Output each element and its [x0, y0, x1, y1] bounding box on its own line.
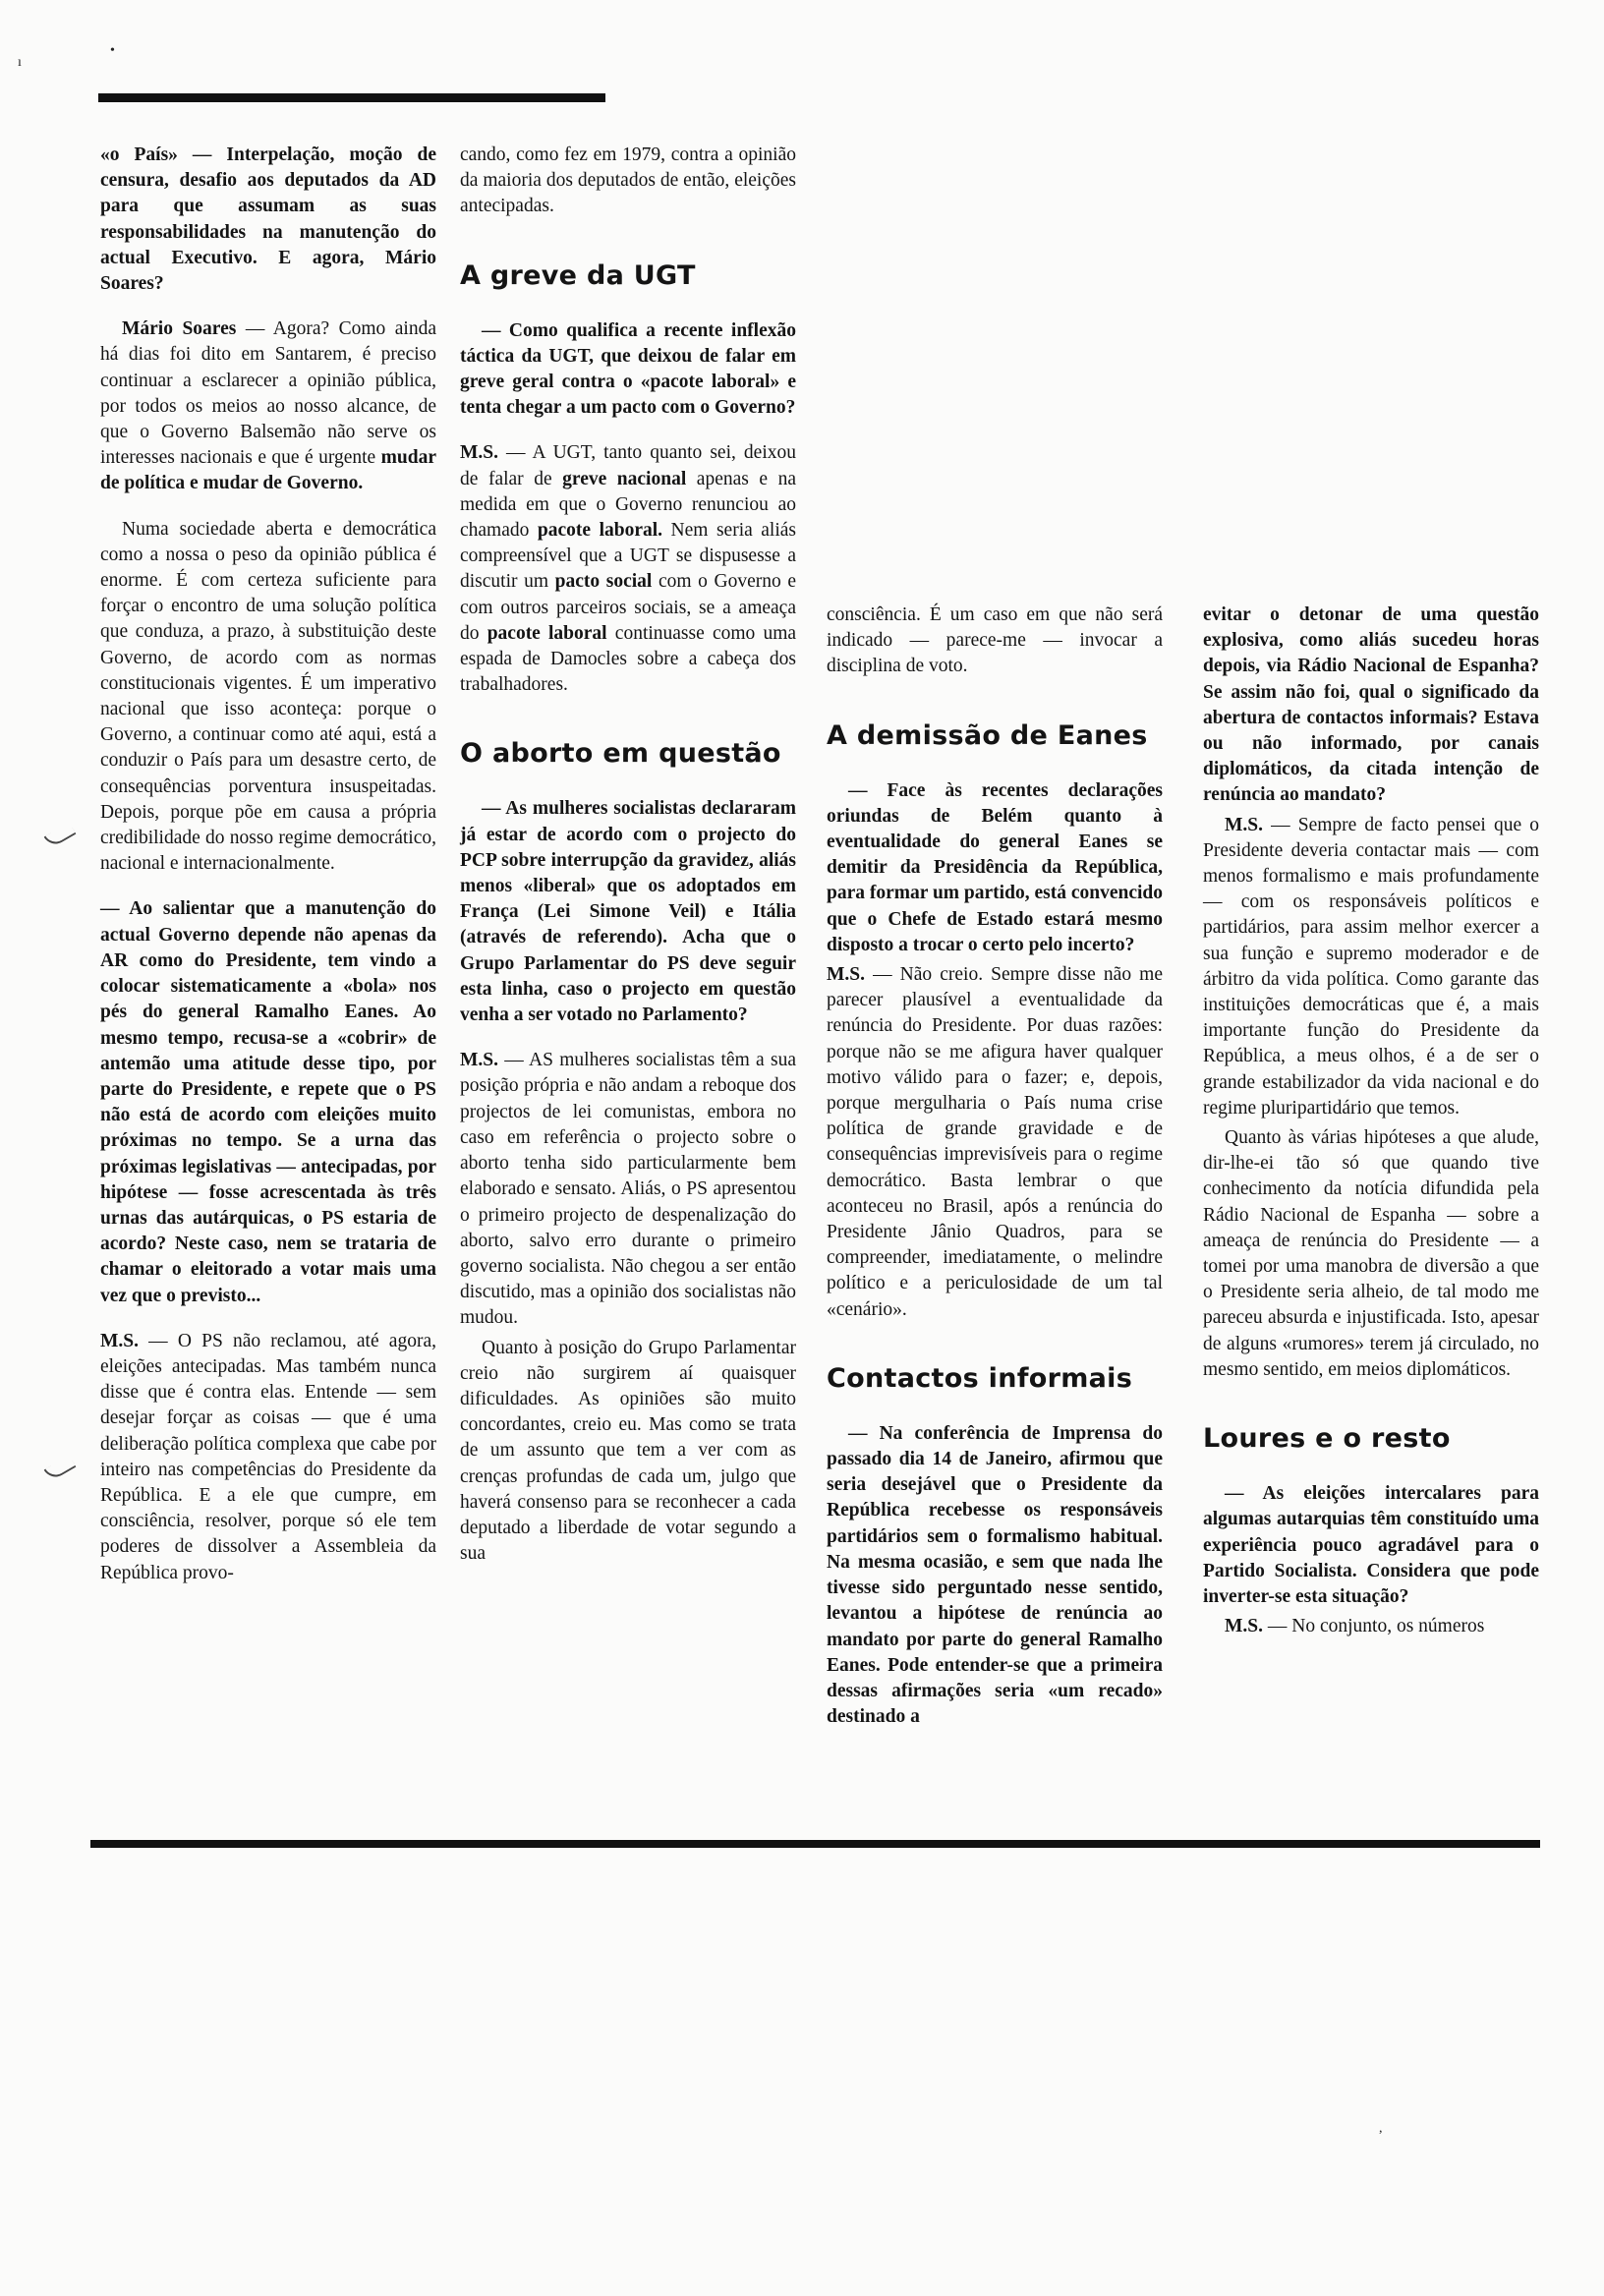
speaker: M.S.: [460, 442, 498, 464]
answer: [460, 1048, 796, 1331]
column-4: [1203, 603, 1539, 1659]
scan-mark: ,: [1379, 2121, 1383, 2136]
answer-text: Nem seria aliás compreensível que a UGT se dispusesse a discutir um: [460, 520, 797, 593]
answer-text: — Agora? Como ainda há dias foi dito em Santarem, é preciso continuar a esclarecer a opinião pública, por todos os meios ao nosso alcance, de que o Governo Balsemão não serve os interesses nacionais e que é urgente: [100, 318, 436, 469]
answer: [827, 962, 1163, 1323]
answer-text: — Sempre de facto pensei que o Presidente deveria contactar mais — com menos formalismo e mais profundamente — com os responsáveis políticos e partidários, para assim melhor exercer a sua função e supremo moderador e de árbitro da vida política. Como garante das instituições democráticas que é, a mais importante função do Presidente da República, a meus olhos, é a de ser o grande estabilizador da vida nacional e do regime pluripartidário que temos.: [1203, 814, 1539, 1119]
answer: Quanto à posição do Grupo Parlamentar creio não surgirem aí quaisquer dificuldades. As opiniões são muito concordantes, creio eu. Mas como se trata de um assunto que tem a ver com as crenças profundas de cada um, julgo que haverá consenso para se reconhecer a cada deputado a liberdade de votar segundo a sua: [460, 1337, 796, 1565]
answer-text: — No conjunto, os números: [1263, 1616, 1485, 1637]
answer-text: — Não creio. Sempre disse não me parecer plausível a eventualidade da renúncia do Presidente. Por duas razões: porque não se me afigura haver qualquer motivo válido para o fazer; e, depois, porque mergulharia o País numa crise política de grande gravidade e de consequências imprevisíveis para o regime democrático. Basta lembrar o que aconteceu no Brasil, após a renúncia do Presidente Jânio Quadros, para se compreender, imediatamente, o melindre político e a periculosidade de um tal «cenário».: [827, 964, 1163, 1320]
question: — As eleições intercalares para algumas autarquias têm constituído uma experiência pouco agradável para o Partido Socialista. Considera que pode inverter-se esta situação?: [1203, 1483, 1539, 1607]
answer: cando, como fez em 1979, contra a opinião da maioria dos deputados de então, eleições antecipadas.: [460, 144, 796, 217]
question: — Face às recentes declarações oriundas de Belém quanto à eventualidade do general Eanes se demitir da Presidência da República, para formar um partido, está convencido que o Chefe de Estado estará mesmo disposto a trocar o certo pelo incerto?: [827, 779, 1163, 955]
section-heading: O aborto em questão: [460, 738, 781, 770]
answer-text: — AS mulheres socialistas têm a sua posição própria e não andam a reboque dos projectos de lei comunistas, embora no caso em referência o projecto sobre o aborto tenha sido particularmente bem elaborado e sensato. Aliás, o PS apresentou o primeiro projecto de despenalização do aborto, salvo erro durante o primeiro governo socialista. Não chegou a ser então discutido, mas a opinião dos socialistas não mudou.: [460, 1050, 796, 1329]
answer-text: — A UGT, tanto quanto sei, deixou de falar de: [460, 442, 796, 489]
answer: [100, 1329, 436, 1586]
answer-emphasis: greve nacional: [562, 468, 687, 489]
column-3: [827, 603, 1163, 1750]
answer: [1203, 813, 1539, 1121]
speaker: M.S.: [827, 964, 865, 986]
answer-emphasis: pacote laboral: [487, 622, 607, 644]
answer-text: continuasse como uma espada de Damocles sobre a cabeça dos trabalhadores.: [460, 622, 797, 696]
answer: [100, 316, 436, 496]
margin-tick: [44, 822, 77, 848]
margin-tick: [44, 1455, 77, 1481]
question: «o País» — Interpelação, moção de censura, desafio aos deputados da AD para que assumam as suas responsabilidades na manutenção do actual Executivo. E agora, Mário Soares?: [100, 144, 436, 295]
answer: consciência. É um caso em que não será indicado — parece-me — invocar a disciplina de voto.: [827, 604, 1163, 677]
answer: Numa sociedade aberta e democrática como a nossa o peso da opinião pública é enorme. É com certeza suficiente para forçar o encontro de uma solução política que conduza, a prazo, à substituição deste Governo, de acordo com as normas constitucionais vigentes. É um imperativo nacional que isso aconteça: porque o Governo, a continuar como até aqui, está a conduzir o País para um desastre certo, de consequências porventura insuspeitadas. Depois, porque põe em causa a própria credibilidade do nosso regime democrático, nacional e internacionalmente.: [100, 518, 436, 875]
question: — As mulheres socialistas declararam já estar de acordo com o projecto do PCP sobre interrupção da gravidez, aliás menos «liberal» que os adoptados em França (Lei Simone Veil) e Itália (através de referendo). Acha que o Grupo Parlamentar do PS deve seguir esta linha, caso o projecto em questão venha a ser votado no Parlamento?: [460, 798, 796, 1026]
question: — Ao salientar que a manutenção do actual Governo depende não apenas da AR como do Presidente, tem vindo a colocar sistematicamente a «bola» nos pés do general Ramalho Eanes. Ao mesmo tempo, recusa-se a «cobrir» de antemão uma atitude desse tipo, por parte do Presidente, e repete que o PS não está de acordo com eleições muito próximas no tempo. Se a urna das próximas legislativas — antecipadas, por hipótese — fosse acrescentada às três urnas das autárquicas, o PS estaria de acordo? Neste caso, nem se trataria de chamar o eleitorado a votar mais uma vez que o previsto...: [100, 898, 436, 1306]
answer-emphasis: pacote laboral.: [537, 520, 663, 542]
speaker: M.S.: [460, 1050, 498, 1071]
answer-emphasis: pacto social: [554, 571, 653, 593]
speaker: M.S.: [1225, 814, 1263, 835]
answer: [460, 440, 796, 698]
answer-text: apenas e na medida em que o Governo renunciou ao chamado: [460, 468, 796, 542]
speaker: Mário Soares: [122, 318, 237, 340]
answer-text: com o Governo e com outros parceiros sociais, se a ameaça do: [460, 571, 796, 644]
question: — Na conferência de Imprensa do passado dia 14 de Janeiro, afirmou que seria desejável que o Presidente da República recebesse os responsáveis partidários sem o formalismo habitual. Na mesma ocasião, e sem que nada lhe tivesse sido perguntado nesse sentido, levantou a hipótese de renúncia ao mandato por parte do general Ramalho Eanes. Pode entender-se que a primeira dessas afirmações seria «um recado» destinado a: [827, 1422, 1163, 1728]
section-heading: A demissão de Eanes: [827, 719, 1148, 751]
answer-text: — O PS não reclamou, até agora, eleições antecipadas. Mas também nunca disse que é contra elas. Entende — sem desejar forçar as coisas — que é uma deliberação política complexa que cabe por inteiro nas competências do Presidente da República. E a ele que cumpre, em consciência, resolver, porque só ele tem poderes de dissolver a Assembleia da República provo-: [100, 1330, 436, 1583]
answer-emphasis: mudar de política e mudar de Governo.: [100, 447, 436, 494]
column-2: [460, 143, 796, 1586]
column-1: [100, 143, 436, 1606]
question: — Como qualifica a recente inflexão táctica da UGT, que deixou de falar em greve geral contra o «pacote laboral» e tenta chegar a um pacto com o Governo?: [460, 319, 796, 419]
top-rule: [98, 93, 605, 102]
speaker: M.S.: [100, 1330, 139, 1351]
section-heading: A greve da UGT: [460, 259, 696, 291]
answer: [1203, 1614, 1539, 1639]
section-heading: Loures e o resto: [1203, 1423, 1451, 1455]
bottom-rule: [90, 1840, 1540, 1848]
scan-mark: •: [110, 43, 115, 58]
answer: Quanto às várias hipóteses a que alude, dir-lhe-ei tão só que quando tive conhecimento da notícia difundida pela Rádio Nacional de Espanha — sobre a ameaça de renúncia do Presidente — a tomei por uma manobra de diversão a que o Presidente seria alheio, de tal modo me pareceu absurda e injustificada. Isto, apesar de alguns «rumores» terem já circulado, no mesmo sentido, em meios diplomáticos.: [1203, 1127, 1539, 1380]
scan-mark: ı: [18, 55, 22, 70]
section-heading: Contactos informais: [827, 1362, 1133, 1394]
speaker: M.S.: [1225, 1616, 1263, 1637]
question: evitar o detonar de uma questão explosiva, como aliás sucedeu horas depois, via Rádio Nacional de Espanha? Se assim não foi, qual o significado da abertura de contactos informais? Estava ou não informado, por canais diplomáticos, da citada intenção de renúncia ao mandato?: [1203, 604, 1539, 806]
